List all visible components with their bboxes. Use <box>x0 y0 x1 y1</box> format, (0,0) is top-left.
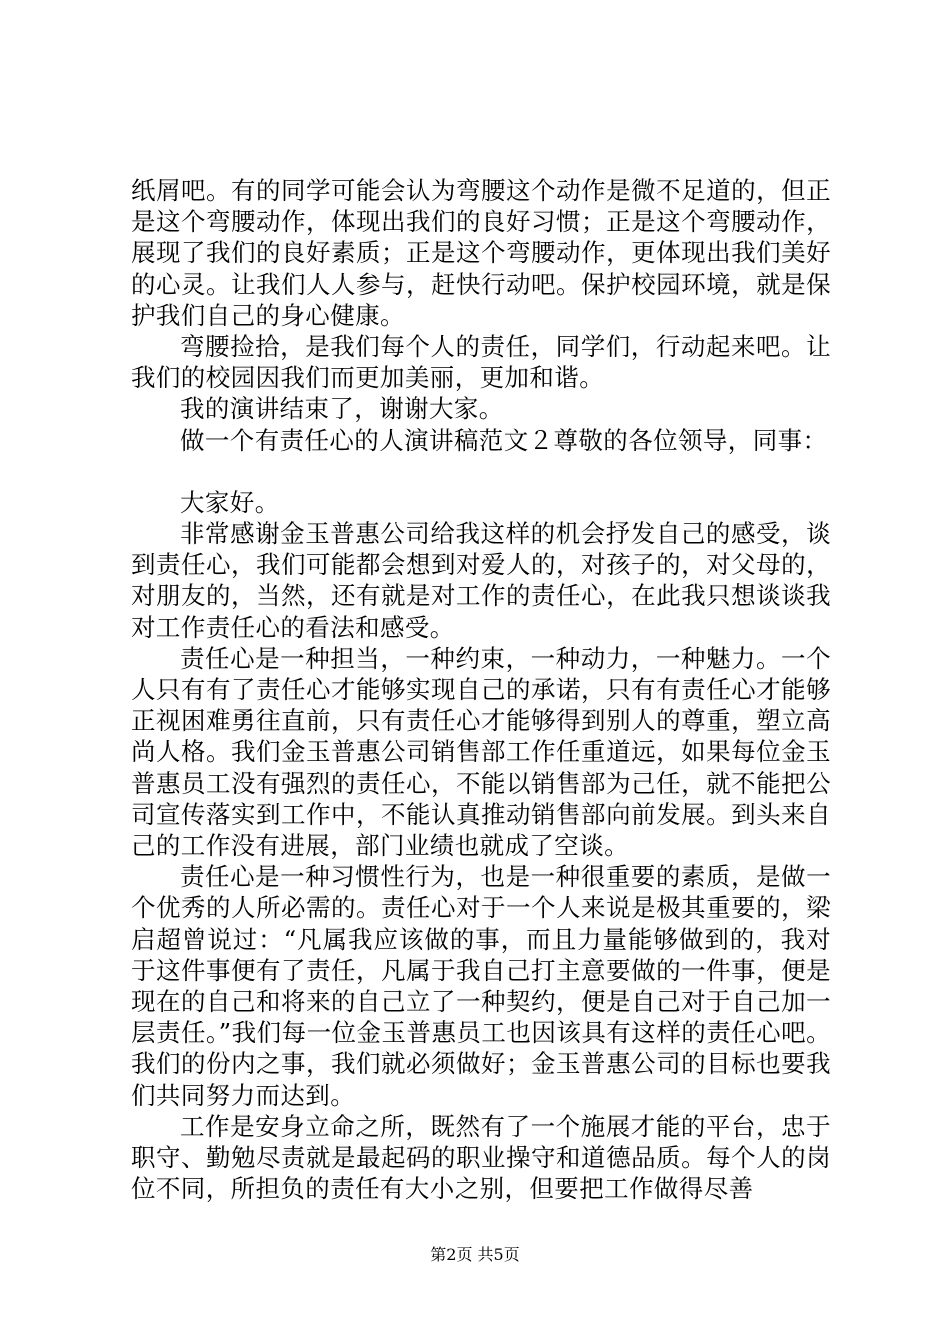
paragraph-1: 纸屑吧。有的同学可能会认为弯腰这个动作是微不足道的，但正是这个弯腰动作，体现出我们的良好习惯；正是这个弯腰动作，展现了我们的良好素质；正是这个弯腰动作，更体现出我们美好的心灵。让我们人人参与，赶快行动吧。保护校园环境，就是保护我们自己的身心健康。 <box>131 176 831 330</box>
paragraph-6: 责任心是一种习惯性行为，也是一种很重要的素质，是做一个优秀的人所必需的。责任心对于一个人来说是极其重要的，梁启超曾说过：“凡属我应该做的事，而且力量能够做到的，我对于这件事便有了责任，凡属于我自己打主意要做的一件事，便是现在的自己和将来的自己立了一种契约，便是自己对于自己加一层责任。”我们每一位金玉普惠员工也因该具有这样的责任心吧。我们的份内之事，我们就必须做好；金玉普惠公司的目标也要我们共同努力而达到。 <box>131 862 831 1110</box>
blank-line <box>131 456 831 487</box>
paragraph-7: 工作是安身立命之所，既然有了一个施展才能的平台，忠于职守、勤勉尽责就是最起码的职业操守和道德品质。每个人的岗位不同，所担负的责任有大小之别，但要把工作做得尽善 <box>131 1111 831 1204</box>
paragraph-5: 责任心是一种担当，一种约束，一种动力，一种魅力。一个人只有有了责任心才能够实现自己的承诺，只有有责任心才能够正视困难勇往直前，只有责任心才能够得到别人的尊重，塑立高尚人格。我们金玉普惠公司销售部工作任重道远，如果每位金玉普惠员工没有强烈的责任心，不能以销售部为己任，就不能把公司宣传落实到工作中，不能认真推动销售部向前发展。到头来自己的工作没有进展，部门业绩也就成了空谈。 <box>131 643 831 861</box>
page-number: 第2页 共5页 <box>430 1245 520 1264</box>
document-body <box>131 175 831 1205</box>
paragraph-3: 我的演讲结束了，谢谢大家。 <box>180 394 504 424</box>
paragraph-2: 弯腰捡拾，是我们每个人的责任，同学们，行动起来吧。让我们的校园因我们而更加美丽，更加和谐。 <box>131 332 831 393</box>
section-heading: 做一个有责任心的人演讲稿范文２尊敬的各位领导，同事： <box>180 425 828 455</box>
greeting: 大家好。 <box>180 487 280 517</box>
paragraph-4: 非常感谢金玉普惠公司给我这样的机会抒发自己的感受，谈到责任心，我们可能都会想到对爱人的，对孩子的，对父母的，对朋友的，当然，还有就是对工作的责任心，在此我只想谈谈我对工作责任心的看法和感受。 <box>131 519 831 642</box>
